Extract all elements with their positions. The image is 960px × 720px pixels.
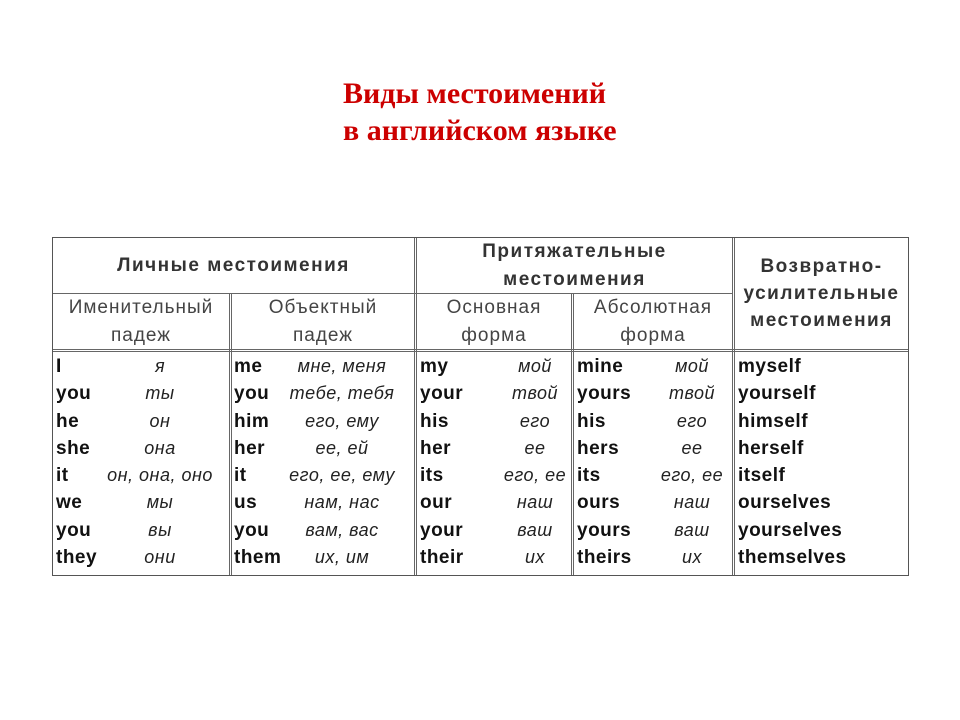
possessive-translation: твой xyxy=(511,383,558,404)
objective-translation: мне, меня xyxy=(297,356,387,376)
subheader-line: форма xyxy=(620,324,686,346)
table-row xyxy=(53,544,908,571)
possessive-pronoun: your xyxy=(420,519,464,541)
absolute-possessive-pronoun: yours xyxy=(577,383,632,405)
objective-translation: его, ему xyxy=(305,410,379,431)
table-row xyxy=(53,517,908,544)
subheader-objective-case xyxy=(232,294,414,349)
reflexive-pronoun: themselves xyxy=(738,547,847,569)
absolute-possessive-pronoun: mine xyxy=(577,356,624,377)
nominative-translation: я xyxy=(154,356,166,376)
absolute-possessive-translation: ваш xyxy=(674,519,710,540)
absolute-possessive-translation: наш xyxy=(673,492,711,513)
objective-pronoun: me xyxy=(234,356,263,377)
subheader-absolute-form xyxy=(574,294,732,349)
header-line: усилительные xyxy=(743,283,900,304)
objective-pronoun: us xyxy=(234,492,258,514)
subheader-line: Абсолютная xyxy=(593,296,713,318)
header-possessive-pronouns xyxy=(417,238,732,293)
absolute-possessive-pronoun: its xyxy=(577,465,601,487)
possessive-translation: ваш xyxy=(517,519,553,540)
reflexive-pronoun: yourselves xyxy=(738,519,843,541)
header-line: местоимения xyxy=(750,310,893,331)
subheader-nominative-case xyxy=(53,294,229,349)
nominative-pronoun: it xyxy=(56,465,69,487)
objective-pronoun: them xyxy=(234,547,282,569)
nominative-translation: она xyxy=(144,437,176,458)
absolute-possessive-pronoun: ours xyxy=(577,492,621,514)
possessive-pronoun: his xyxy=(420,410,449,432)
possessive-translation: его xyxy=(519,410,551,431)
absolute-possessive-pronoun: hers xyxy=(577,437,620,459)
nominative-pronoun: you xyxy=(56,383,92,405)
nominative-translation: он xyxy=(149,410,171,431)
header-line: Личные местоимения xyxy=(117,254,350,276)
possessive-pronoun: our xyxy=(420,492,453,514)
table-row xyxy=(53,435,908,462)
objective-pronoun: him xyxy=(234,410,270,432)
header-line: местоимения xyxy=(503,268,646,290)
subheader-line: форма xyxy=(461,324,527,346)
possessive-translation: мой xyxy=(518,356,552,376)
slide-title xyxy=(343,75,617,149)
possessive-translation: наш xyxy=(516,492,554,513)
objective-translation: его, ее, ему xyxy=(289,465,395,486)
table-row xyxy=(53,380,908,407)
objective-pronoun: her xyxy=(234,437,266,459)
nominative-pronoun: we xyxy=(56,492,83,514)
nominative-pronoun: you xyxy=(56,519,92,541)
reflexive-pronoun: yourself xyxy=(738,383,816,405)
objective-pronoun: it xyxy=(234,465,247,487)
nominative-translation: мы xyxy=(146,492,174,513)
title-line-2: в английском языке xyxy=(343,114,617,147)
possessive-pronoun: your xyxy=(420,383,464,405)
objective-translation: их, им xyxy=(314,547,370,568)
title-line-1: Виды местоимений xyxy=(343,77,607,110)
subheader-main-form xyxy=(417,294,571,349)
subheader-line: падеж xyxy=(110,324,171,346)
reflexive-pronoun: ourselves xyxy=(738,492,832,514)
absolute-possessive-pronoun: his xyxy=(577,410,606,432)
nominative-translation: вы xyxy=(148,519,172,540)
objective-translation: ее, ей xyxy=(315,437,369,458)
header-personal-pronouns xyxy=(53,238,414,293)
header-reflexive-pronouns xyxy=(735,238,908,349)
possessive-pronoun: my xyxy=(420,356,449,377)
absolute-possessive-translation: их xyxy=(681,547,702,568)
table-row xyxy=(53,408,908,435)
nominative-pronoun: I xyxy=(56,356,62,377)
nominative-pronoun: he xyxy=(56,410,80,432)
nominative-pronoun: they xyxy=(56,547,98,569)
nominative-translation: ты xyxy=(145,383,175,404)
absolute-possessive-translation: твой xyxy=(668,383,715,404)
nominative-translation: он, она, оно xyxy=(107,465,213,486)
table-row xyxy=(53,353,908,380)
objective-translation: вам, вас xyxy=(305,519,379,540)
reflexive-pronoun: itself xyxy=(738,465,786,487)
objective-translation: нам, нас xyxy=(304,492,380,513)
subheader-line: падеж xyxy=(292,324,353,346)
absolute-possessive-pronoun: yours xyxy=(577,519,632,541)
absolute-possessive-translation: его, ее xyxy=(660,465,724,486)
objective-pronoun: you xyxy=(234,383,270,405)
nominative-translation: они xyxy=(144,547,176,568)
reflexive-pronoun: himself xyxy=(738,410,809,432)
possessive-translation: ее xyxy=(524,437,546,458)
objective-pronoun: you xyxy=(234,519,270,541)
subheader-line: Основная xyxy=(446,296,542,318)
possessive-translation: их xyxy=(524,547,545,568)
reflexive-pronoun: myself xyxy=(738,356,802,377)
absolute-possessive-translation: мой xyxy=(675,356,709,376)
absolute-possessive-translation: его xyxy=(676,410,708,431)
possessive-translation: его, ее xyxy=(503,465,567,486)
absolute-possessive-pronoun: theirs xyxy=(577,547,632,569)
objective-translation: тебе, тебя xyxy=(289,383,395,404)
possessive-pronoun: her xyxy=(420,437,452,459)
subheader-line: Объектный xyxy=(268,296,378,318)
reflexive-pronoun: herself xyxy=(738,437,804,459)
table-row xyxy=(53,462,908,489)
table-row xyxy=(53,489,908,516)
subheader-line: Именительный xyxy=(68,296,214,318)
possessive-pronoun: their xyxy=(420,547,464,569)
pronoun-table xyxy=(52,237,909,576)
table-body xyxy=(53,353,908,571)
possessive-pronoun: its xyxy=(420,465,444,487)
nominative-pronoun: she xyxy=(56,437,91,459)
header-line: Возвратно- xyxy=(760,256,883,277)
header-line: Притяжательные xyxy=(482,240,667,262)
absolute-possessive-translation: ее xyxy=(681,437,703,458)
